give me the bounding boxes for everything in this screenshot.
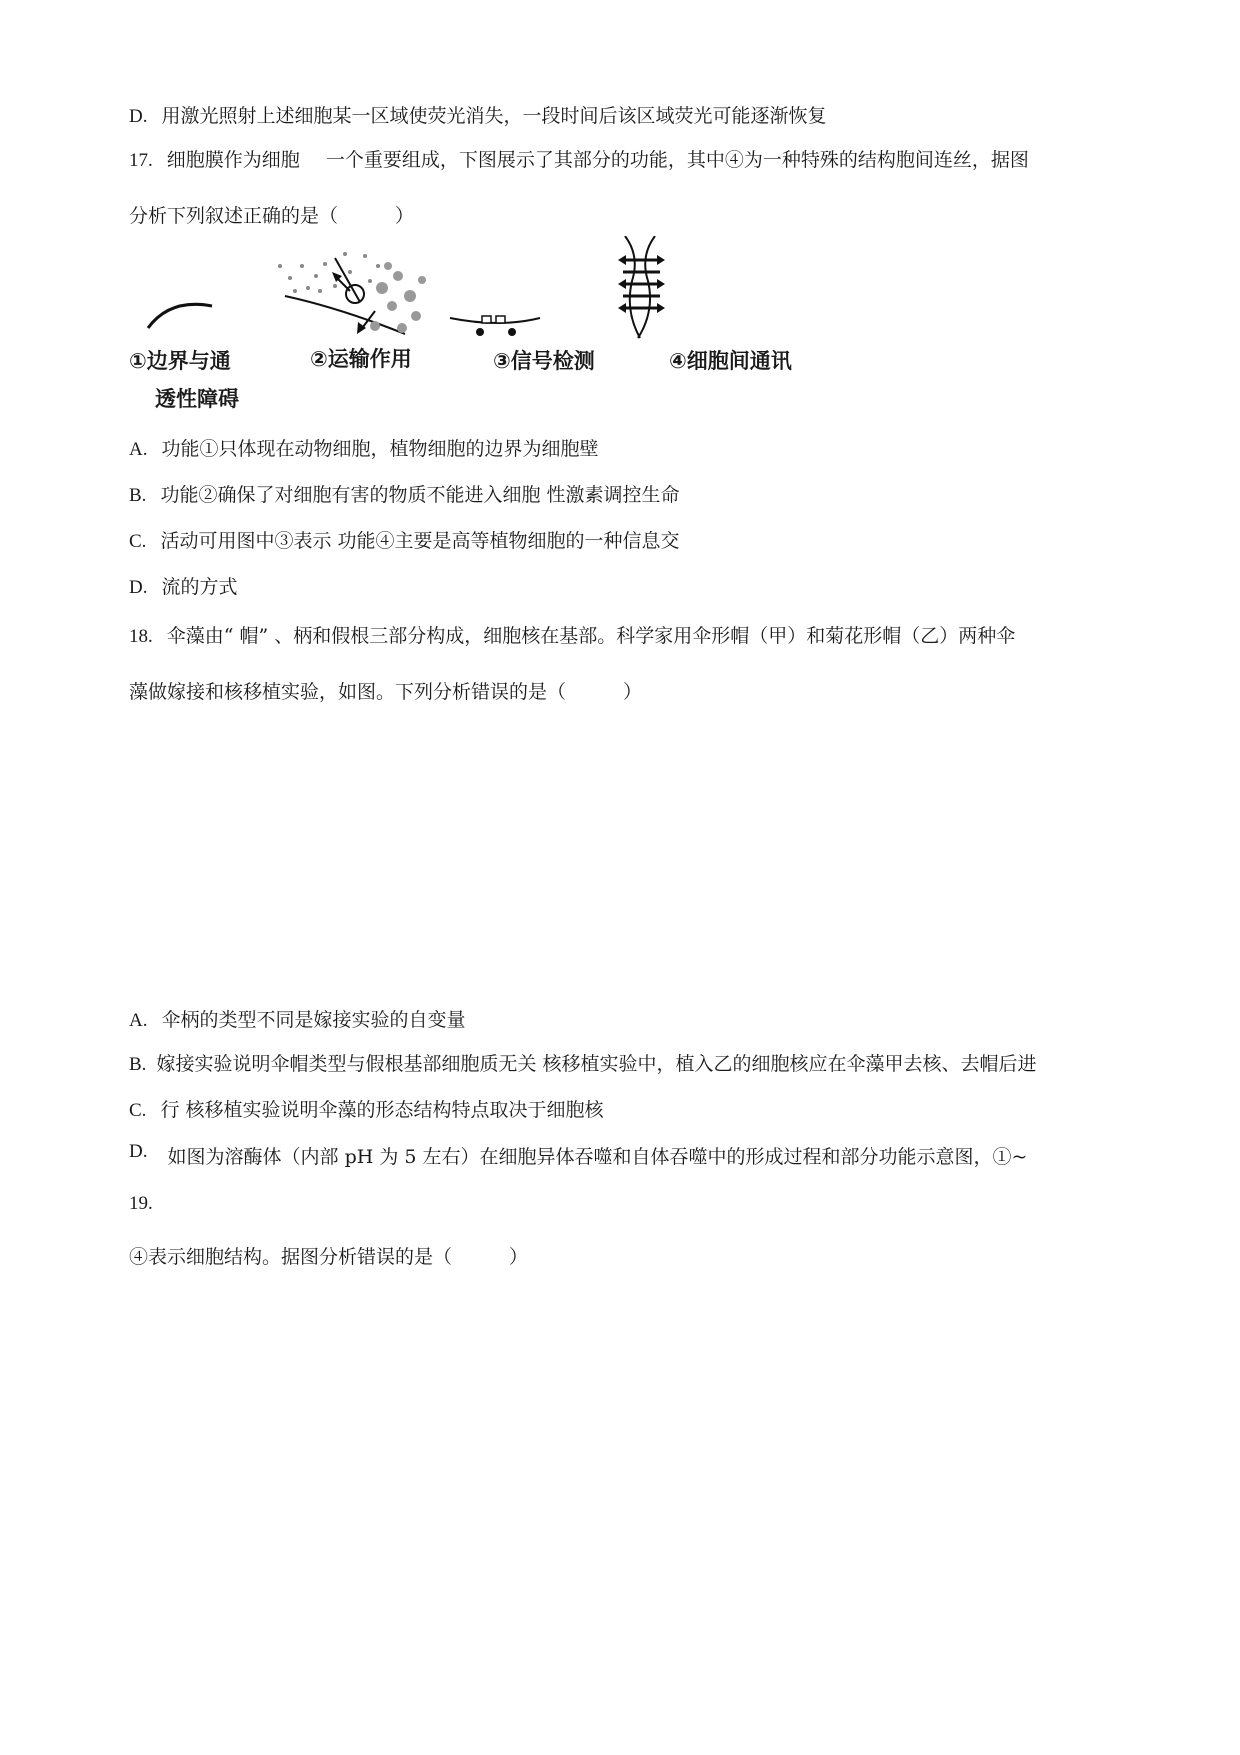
figure-caption-1b: 透性障碍 [155, 387, 239, 411]
option-label: C. [129, 531, 147, 552]
plasmodesma-diagram [618, 236, 665, 338]
question-18-line2 [129, 680, 642, 704]
option-label: B. [129, 485, 147, 506]
option-d-q17 [129, 575, 238, 600]
question-19-number [129, 1191, 153, 1216]
membrane-function-figure [120, 236, 840, 346]
option-label: B. [129, 1054, 147, 1075]
question-19-line2 [129, 1245, 528, 1269]
option-label: D. [129, 1141, 148, 1162]
option-text: 伞柄的类型不同是嫁接实验的自变量 [161, 1009, 466, 1031]
question-text: 分析下列叙述正确的是（ ） [129, 205, 415, 227]
figure-caption-3: ③信号检测 [493, 349, 595, 373]
question-17-line1 [129, 148, 1029, 173]
option-text: 行 核移植实验说明伞藻的形态结构特点取决于细胞核 [160, 1099, 604, 1121]
option-label: A. [129, 439, 148, 460]
question-number: 17. [129, 150, 153, 171]
question-text: ④表示细胞结构。据图分析错误的是（ ） [129, 1246, 529, 1268]
figure-caption-4: ④细胞间通讯 [669, 349, 792, 373]
option-b-q18 [129, 1052, 1037, 1077]
option-d-q18 [129, 1141, 1028, 1170]
question-18-line1 [129, 624, 1015, 649]
transport-diagram [278, 252, 426, 334]
membrane-boundary-arc [148, 304, 212, 328]
question-17-line2 [129, 204, 414, 228]
option-label: C. [129, 1100, 147, 1121]
question-text: 伞藻由“ 帽” 、柄和假根三部分构成，细胞核在基部。科学家用伞形帽（甲）和菊花形帽（乙）两种伞 [166, 625, 1016, 647]
question-text: 藻做嫁接和核移植实验，如图。下列分析错误的是（ ） [129, 681, 643, 703]
option-c-q18 [129, 1098, 604, 1123]
option-label: A. [129, 1010, 148, 1031]
option-text: 活动可用图中③表示 功能④主要是高等植物细胞的一种信息交 [160, 530, 680, 552]
option-c-q17 [129, 529, 680, 554]
question-text: 细胞膜作为细胞 [166, 149, 300, 171]
option-d-q16 [129, 104, 827, 129]
option-text: 嫁接实验说明伞帽类型与假根基部细胞质无关 核移植实验中，植入乙的细胞核应在伞藻甲去核、去帽后进 [156, 1053, 1037, 1075]
figure-caption-2: ②运输作用 [310, 347, 412, 371]
question-number: 18. [129, 626, 153, 647]
option-text: 功能①只体现在动物细胞，植物细胞的边界为细胞壁 [161, 438, 599, 460]
option-a-q18 [129, 1008, 466, 1033]
option-text: 用激光照射上述细胞某一区域使荧光消失，一段时间后该区域荧光可能逐渐恢复 [161, 105, 827, 127]
option-text: 功能②确保了对细胞有害的物质不能进入细胞 性激素调控生命 [160, 484, 680, 506]
option-text: 如图为溶酶体（内部 pH 为 5 左右）在细胞异体吞噬和自体吞噬中的形成过程和部分功能示意图，①~ [167, 1146, 1028, 1168]
option-a-q17 [129, 437, 599, 462]
option-label: D. [129, 577, 148, 598]
signal-detection-diagram [450, 316, 540, 336]
question-number: 19. [129, 1193, 153, 1214]
option-label: D. [129, 106, 148, 127]
question-text: 一个重要组成，下图展示了其部分的功能，其中④为一种特殊的结构胞间连丝，据图 [325, 149, 1029, 171]
option-text: 流的方式 [161, 576, 238, 598]
option-b-q17 [129, 483, 680, 508]
figure-caption-1a: ①边界与通 [129, 349, 231, 373]
